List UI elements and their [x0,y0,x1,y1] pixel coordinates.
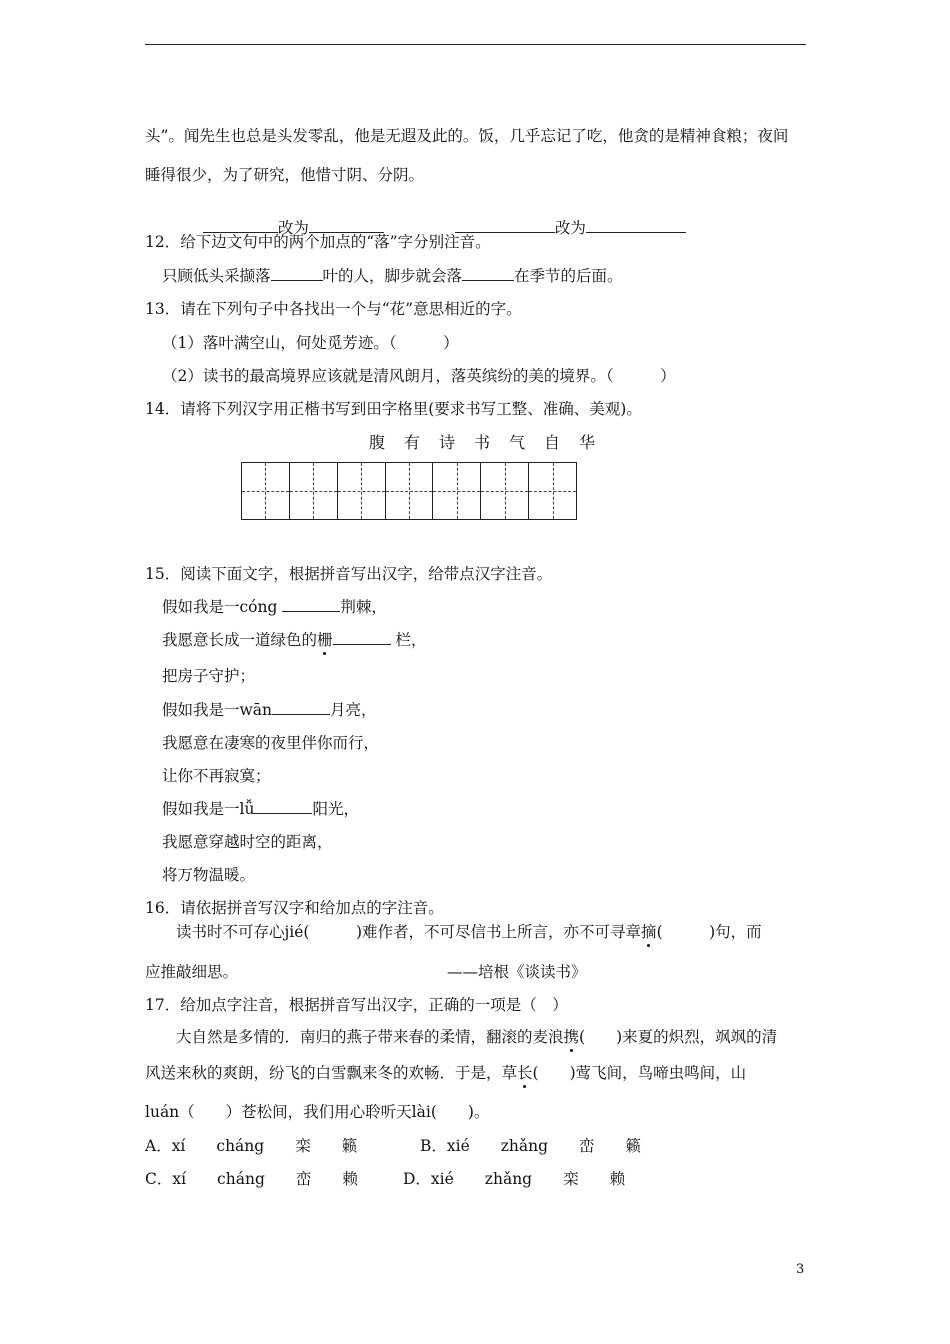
question-17-text: luán（ ）苍松间，我们用心聆听天lài( )。 [145,1103,490,1121]
poem-line: 假如我是一wān 月亮， [162,701,377,719]
question-17: 17．给加点字注音，根据拼音写出汉字，正确的一项是（ ） [145,996,568,1014]
calligraphy-chars [367,430,597,453]
question-17-text: 大自然是多情的．南归的燕子带来春的柔情，翻滚的麦浪携( )来夏的炽烈，飒飒的清 [176,1028,778,1046]
grid-cell[interactable] [529,463,576,519]
answer-blank[interactable] [271,266,323,281]
poem-line: 我愿意穿越时空的距离， [162,833,333,851]
answer-blank[interactable] [309,218,384,233]
grid-cell[interactable] [433,463,481,519]
char: 气 [508,433,525,452]
answer-blank[interactable] [333,630,391,645]
question-14: 14．请将下列汉字用正楷书写到田字格里(要求书写工整、准确、美观)。 [145,400,642,418]
grid-cell[interactable] [481,463,529,519]
answer-blank[interactable] [203,218,278,233]
poem-line: 我愿意在凄寒的夜里伴你而行， [162,734,380,752]
option-c[interactable]: C．xí cháng 峦 赖 [145,1170,358,1188]
option-b[interactable]: B．xié zhǎng 峦 籁 [420,1137,642,1155]
change-row: 改为 [193,198,384,238]
text-line: 睡得很少，为了研究，他惜寸阴、分阴。 [145,166,425,184]
page-number: 3 [796,1262,805,1277]
question-12-sentence: 只顾低头采撷落 叶的人，脚步就会落 在季节的后面。 [162,267,623,285]
question-15: 15．阅读下面文字，根据拼音写出汉字，给带点汉字注音。 [145,565,553,583]
char: 诗 [438,433,455,452]
char: 华 [578,433,595,452]
question-16: 16．请依据拼音写汉字和给加点的字注音。 [145,899,444,917]
question-16-text: 读书时不可存心jié( )难作者，不可尽信书上所言，亦不可寻章摘( )句，而 [176,923,762,941]
char: 腹 [368,433,385,452]
tianzi-grid [241,462,577,520]
answer-blank[interactable] [462,266,514,281]
question-13-item: （2）读书的最高境界应该就是清风朗月，落英缤纷的美的境界。（ ） [162,367,676,385]
header-rule [145,44,806,45]
question-13-item: （1）落叶满空山，何处觅芳迹。（ ） [162,334,459,352]
question-16-text: 应推敲细思。 [145,963,239,981]
poem-line: 将万物温暖。 [162,866,256,884]
poem-line: 把房子守护； [162,667,256,685]
char: 自 [543,433,560,452]
question-17-text: 风送来秋的爽朗，纷飞的白雪飘来冬的欢畅．于是，草长( )莺飞间，鸟啼虫鸣间，山 [145,1064,747,1082]
grid-cell[interactable] [386,463,434,519]
grid-cell[interactable] [338,463,386,519]
poem-line: 假如我是一cóng 荆棘， [162,598,387,616]
change-row: 改为 [445,198,686,238]
poem-line: 假如我是一lǚ 阳光， [162,800,359,818]
poem-line: 我愿意长成一道绿色的栅 栏， [162,631,427,649]
answer-blank[interactable] [586,218,686,233]
text-line: 头”。闻先生也总是头发零乱，他是无遐及此的。饭，几乎忘记了吃，他贪的是精神食粮；夜间 [145,127,789,145]
option-a[interactable]: A．xí cháng 栾 籁 [145,1137,358,1155]
poem-line: 让你不再寂寞； [162,767,271,785]
answer-blank[interactable] [455,218,555,233]
answer-blank[interactable] [272,700,330,715]
question-12: 12．给下边文句中的两个加点的“落”字分别注音。 [145,233,491,251]
quote-source: ——培根《谈读书》 [447,963,587,981]
option-d[interactable]: D．xié zhǎng 栾 赖 [403,1170,626,1188]
char: 有 [403,433,420,452]
grid-cell[interactable] [242,463,290,519]
question-13: 13．请在下列句子中各找出一个与“花”意思相近的字。 [145,300,522,318]
answer-blank[interactable] [254,799,312,814]
char: 书 [473,433,490,452]
grid-cell[interactable] [290,463,338,519]
answer-blank[interactable] [282,597,340,612]
